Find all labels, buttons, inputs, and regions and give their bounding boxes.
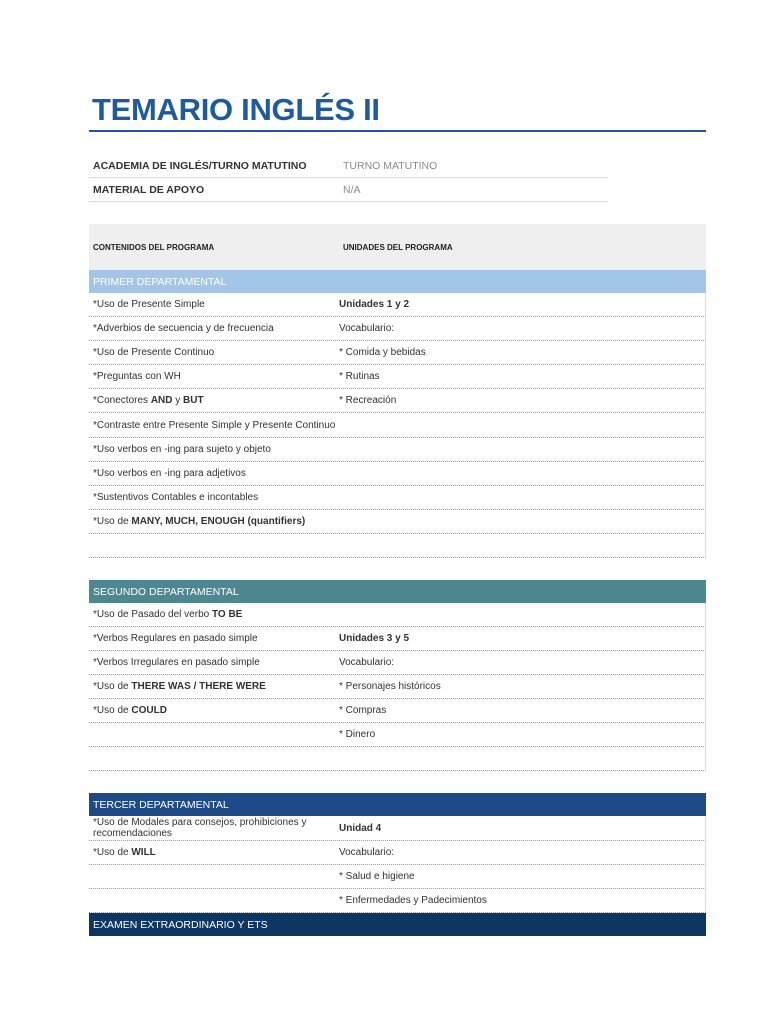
table-row bbox=[89, 889, 706, 913]
content-cell bbox=[89, 657, 339, 668]
content-text: *Uso de bbox=[93, 516, 132, 527]
title-underline bbox=[89, 130, 706, 132]
table-row bbox=[89, 365, 706, 389]
content-cell bbox=[89, 420, 339, 431]
content-cell bbox=[89, 468, 339, 479]
info-value: TURNO MATUTINO bbox=[343, 159, 438, 172]
table-row bbox=[89, 510, 706, 534]
unit-cell: Unidad 4 bbox=[339, 822, 382, 834]
sections-container bbox=[89, 270, 706, 936]
section-header: TERCER DEPARTAMENTAL bbox=[89, 793, 706, 816]
unit-cell: * Compras bbox=[339, 705, 387, 716]
header-units: UNIDADES DEL PROGRAMA bbox=[343, 242, 453, 252]
content-text: *Uso verbos en -ing para sujeto y objeto bbox=[93, 444, 271, 455]
section-header: SEGUNDO DEPARTAMENTAL bbox=[89, 580, 706, 603]
content-cell bbox=[89, 347, 339, 358]
unit-cell: Unidades 1 y 2 bbox=[339, 299, 410, 310]
content-text: *Contraste entre Presente Simple y Presente Continuo bbox=[93, 419, 336, 431]
program-table bbox=[89, 224, 706, 936]
table-row bbox=[89, 747, 706, 771]
table-row bbox=[89, 462, 706, 486]
table-row bbox=[89, 865, 706, 889]
content-text: *Uso de bbox=[93, 847, 132, 858]
table-header bbox=[89, 224, 706, 270]
unit-cell: Vocabulario: bbox=[339, 657, 395, 668]
table-row bbox=[89, 341, 706, 365]
table-row bbox=[89, 603, 706, 627]
info-block bbox=[89, 154, 608, 202]
content-keyword: MANY, MUCH, ENOUGH (quantifiers) bbox=[131, 516, 306, 527]
unit-cell: * Recreación bbox=[339, 395, 397, 406]
unit-cell: Vocabulario: bbox=[339, 323, 395, 334]
content-keyword: AND bbox=[150, 395, 173, 406]
table-row bbox=[89, 627, 706, 651]
section-header: PRIMER DEPARTAMENTAL bbox=[89, 270, 706, 293]
content-text: y bbox=[172, 395, 184, 406]
unit-cell: * Dinero bbox=[339, 729, 376, 740]
unit-cell: * Personajes históricos bbox=[339, 681, 441, 692]
content-text: *Uso de bbox=[93, 705, 132, 716]
unit-cell: * Enfermedades y Padecimientos bbox=[339, 895, 487, 906]
table-row bbox=[89, 675, 706, 699]
table-row bbox=[89, 413, 706, 438]
info-label: MATERIAL DE APOYO bbox=[93, 183, 205, 196]
content-text: *Sustentivos Contables e incontables bbox=[93, 492, 259, 503]
content-cell bbox=[89, 395, 339, 406]
content-keyword: THERE WAS / THERE WERE bbox=[131, 681, 266, 692]
table-row bbox=[89, 293, 706, 317]
table-row bbox=[89, 534, 706, 558]
unit-cell: * Rutinas bbox=[339, 371, 380, 382]
content-text: *Uso de Pasado del verbo bbox=[93, 609, 212, 620]
content-text: *Conectores bbox=[93, 395, 151, 406]
content-cell bbox=[89, 516, 339, 527]
content-cell bbox=[89, 633, 339, 644]
content-cell bbox=[89, 371, 339, 382]
section-header-final: EXAMEN EXTRAORDINARIO Y ETS bbox=[89, 913, 706, 936]
content-text: *Uso verbos en -ing para adjetivos bbox=[93, 468, 246, 479]
content-cell bbox=[89, 609, 339, 620]
info-value: N/A bbox=[343, 183, 361, 196]
content-text: *Adverbios de secuencia y de frecuencia bbox=[93, 323, 274, 334]
content-text: *Verbos Irregulares en pasado simple bbox=[93, 657, 260, 668]
table-row bbox=[89, 317, 706, 341]
content-cell bbox=[89, 817, 339, 839]
table-row bbox=[89, 723, 706, 747]
info-label: ACADEMIA DE INGLÉS/TURNO MATUTINO bbox=[93, 159, 307, 172]
info-row bbox=[89, 154, 608, 178]
table-row bbox=[89, 816, 706, 841]
table-row bbox=[89, 486, 706, 510]
document-title: TEMARIO INGLÉS II bbox=[92, 92, 380, 127]
unit-cell: * Comida y bebidas bbox=[339, 347, 426, 358]
content-keyword: BUT bbox=[183, 395, 204, 406]
content-text: *Uso de Presente Continuo bbox=[93, 347, 215, 358]
content-keyword: COULD bbox=[131, 705, 167, 716]
content-cell bbox=[89, 299, 339, 310]
content-cell bbox=[89, 492, 339, 503]
unit-cell: Vocabulario: bbox=[339, 847, 395, 858]
content-text: *Uso de bbox=[93, 681, 132, 692]
content-cell bbox=[89, 323, 339, 334]
content-keyword: WILL bbox=[131, 847, 156, 858]
content-cell bbox=[89, 705, 339, 716]
content-text: *Uso de Modales para consejos, prohibiciones y recomendaciones bbox=[93, 817, 307, 839]
content-cell bbox=[89, 847, 339, 858]
section-gap bbox=[89, 558, 706, 580]
content-keyword: TO BE bbox=[211, 609, 243, 620]
section-gap bbox=[89, 771, 706, 793]
unit-cell: * Salud e higiene bbox=[339, 871, 415, 882]
info-row bbox=[89, 178, 608, 202]
table-row bbox=[89, 438, 706, 462]
table-row bbox=[89, 841, 706, 865]
content-text: *Preguntas con WH bbox=[93, 371, 181, 382]
unit-cell: Unidades 3 y 5 bbox=[339, 633, 410, 644]
header-contents: CONTENIDOS DEL PROGRAMA bbox=[93, 242, 215, 252]
content-cell bbox=[89, 444, 339, 455]
table-row bbox=[89, 389, 706, 413]
table-row bbox=[89, 699, 706, 723]
content-text: *Verbos Regulares en pasado simple bbox=[93, 633, 258, 644]
table-row bbox=[89, 651, 706, 675]
content-text: *Uso de Presente Simple bbox=[93, 299, 205, 310]
content-cell bbox=[89, 681, 339, 692]
